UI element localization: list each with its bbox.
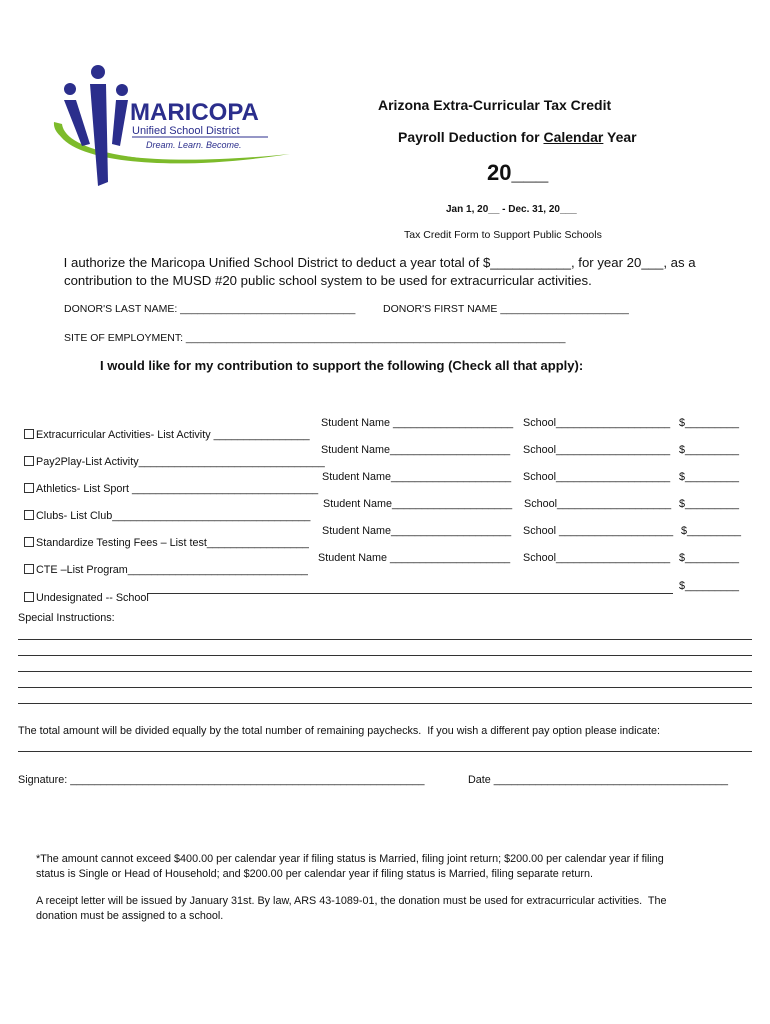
date-field[interactable]: Date _______________________________________ xyxy=(468,774,728,786)
amount-field[interactable]: $_________ xyxy=(679,444,740,456)
undesignated-label: Undesignated -- School xyxy=(36,592,149,604)
donor-first-name-field[interactable]: DONOR'S FIRST NAME ______________________ xyxy=(383,303,629,315)
amount-field[interactable]: $_________ xyxy=(679,471,740,483)
student-name-field[interactable]: Student Name____________________ xyxy=(321,444,511,456)
item-label: Standardize Testing Fees – List test_________________ xyxy=(36,537,309,549)
amount-field[interactable]: $_________ xyxy=(681,525,742,537)
student-name-field[interactable]: Student Name____________________ xyxy=(322,525,512,537)
support-heading: I would like for my contribution to support the following (Check all that apply): xyxy=(100,358,584,373)
instructions-line[interactable] xyxy=(18,671,752,672)
student-name-field[interactable]: Student Name____________________ xyxy=(322,471,512,483)
item-row xyxy=(18,525,309,549)
date-range: Jan 1, 20__ - Dec. 31, 20___ xyxy=(446,204,577,215)
item-row xyxy=(18,471,318,495)
checkbox[interactable] xyxy=(24,537,34,547)
maricopa-usd-logo xyxy=(50,62,290,196)
footnote-receipt-line-1: A receipt letter will be issued by January 31st. By law, ARS 43-1089-01, the donation must be used for extracurricular activities. The xyxy=(36,895,667,907)
form-name: Tax Credit Form to Support Public Schools xyxy=(404,229,602,241)
item-row xyxy=(18,498,310,522)
school-field[interactable]: School___________________ xyxy=(524,498,672,510)
authorize-line-2: contribution to the MUSD #20 public school system to be used for extracurricular activities. xyxy=(64,273,592,288)
instructions-line[interactable] xyxy=(18,703,752,704)
logo-name: MARICOPA xyxy=(130,99,259,126)
item-label: CTE –List Program______________________________ xyxy=(36,564,308,576)
form-title: Arizona Extra-Curricular Tax Credit xyxy=(378,97,612,113)
item-row xyxy=(18,417,310,441)
instructions-line[interactable] xyxy=(18,687,752,688)
donor-last-name-field[interactable]: DONOR'S LAST NAME: ______________________________ xyxy=(64,303,356,315)
undesignated-school-line[interactable] xyxy=(148,593,673,594)
instructions-line[interactable] xyxy=(18,639,752,640)
item-row xyxy=(18,552,308,576)
amount-field[interactable]: $_________ xyxy=(679,498,740,510)
footnote-limit-line-1: *The amount cannot exceed $400.00 per calendar year if filing status is Married, filing joint return; $200.00 per calendar year if filing xyxy=(36,853,664,865)
checkbox[interactable] xyxy=(24,510,34,520)
pay-option-line[interactable] xyxy=(18,751,752,752)
item-label: Pay2Play-List Activity_______________________________ xyxy=(36,456,325,468)
student-name-field[interactable]: Student Name ____________________ xyxy=(321,417,514,429)
signature-field[interactable]: Signature: ___________________________________________________________ xyxy=(18,774,425,786)
footnote-limit-line-2: status is Single or Head of Household; and $200.00 per calendar year if filing status is Married, filing separate return. xyxy=(36,868,593,880)
checkbox[interactable] xyxy=(24,483,34,493)
school-field[interactable]: School___________________ xyxy=(523,417,671,429)
checkbox[interactable] xyxy=(24,429,34,439)
item-label: Athletics- List Sport _______________________________ xyxy=(36,483,319,495)
site-of-employment-field[interactable]: SITE OF EMPLOYMENT: _________________________________________________________________ xyxy=(64,332,566,344)
logo-tagline: Dream. Learn. Become. xyxy=(146,140,242,150)
amount-field[interactable]: $_________ xyxy=(679,552,740,564)
checkbox[interactable] xyxy=(24,592,34,602)
amount-field[interactable]: $_________ xyxy=(679,417,740,429)
footnote-receipt-line-2: donation must be assigned to a school. xyxy=(36,910,224,922)
item-label: Clubs- List Club_________________________________ xyxy=(36,510,311,522)
item-row xyxy=(18,444,325,468)
special-instructions-label: Special Instructions: xyxy=(18,612,115,624)
year-field: 20___ xyxy=(487,160,549,185)
authorize-line-1: I authorize the Maricopa Unified School District to deduct a year total of $___________, for year 20___, as a xyxy=(60,255,696,270)
student-name-field[interactable]: Student Name____________________ xyxy=(323,498,513,510)
item-label: Extracurricular Activities- List Activity ________________ xyxy=(36,429,310,441)
school-field[interactable]: School___________________ xyxy=(523,444,671,456)
student-name-field[interactable]: Student Name ____________________ xyxy=(318,552,511,564)
form-subtitle: Payroll Deduction for Calendar Year xyxy=(398,129,637,145)
checkbox[interactable] xyxy=(24,564,34,574)
logo-sub: Unified School District xyxy=(132,125,240,137)
school-field[interactable]: School___________________ xyxy=(523,552,671,564)
pay-option-note: The total amount will be divided equally by the total number of remaining paychecks. If you wish a different pay option please indicate: xyxy=(18,725,660,737)
school-field[interactable]: School___________________ xyxy=(523,471,671,483)
school-field[interactable]: School ___________________ xyxy=(523,525,674,537)
undesignated-amount-field[interactable]: $_________ xyxy=(679,580,740,592)
checkbox[interactable] xyxy=(24,456,34,466)
undesignated-row xyxy=(18,580,149,604)
instructions-line[interactable] xyxy=(18,655,752,656)
